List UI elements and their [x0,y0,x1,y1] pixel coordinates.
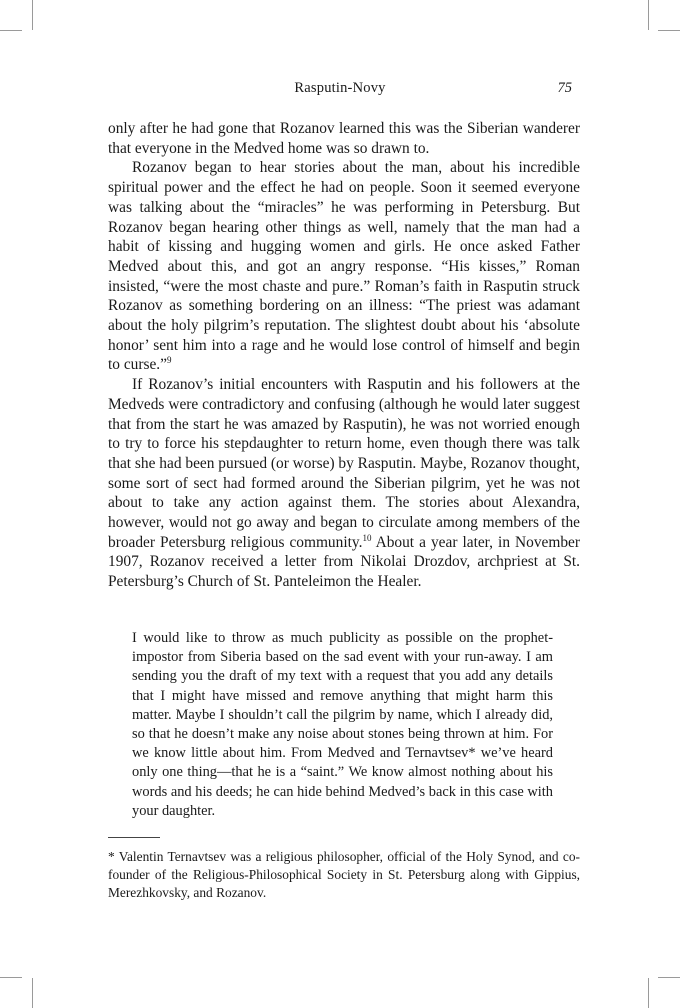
footnote [108,848,580,901]
crop-mark [658,977,680,978]
crop-mark [648,0,649,30]
paragraph [108,375,580,592]
paragraph: only after he had gone that Rozanov learned this was the Siberian wanderer that everyone in the Medved home was so drawn to. [108,120,580,157]
paragraph-text: About a year later, in November 1907, Rozanov received a letter from Nikolai Drozdov, archpriest at St. Petersburg’s Church of St. Panteleimon the Healer. [108,533,581,591]
footnote-rule [108,837,160,838]
crop-mark [32,978,33,1008]
page-number: 75 [557,80,572,96]
block-quote [132,629,553,821]
endnote-ref: 9 [166,355,172,366]
crop-mark [658,30,680,31]
crop-mark [0,30,22,31]
running-head-title: Rasputin-Novy [294,80,386,96]
crop-mark [32,0,33,30]
endnote-ref: 10 [362,532,372,543]
paragraph [108,158,580,375]
block-quote-text: I would like to throw as much publicity as possible on the prophet-impostor from Siberia based on the sad event with your run-away. I am sending you the draft of my text with a request that you add any details that I might have missed and remove anything that might harm this matter. Maybe I shouldn’t call the pilgrim by name, which I already did, so that he doesn’t make any noise about stones being thrown at him. For we know little about him. From Medved and Ternavtsev* we’ve heard only one thing—that he is a “saint.” We know almost nothing about his words and his deeds; he can hide behind Medved’s back in this case with your daughter. [132,630,553,819]
paragraph-text: If Rozanov’s initial encounters with Rasputin and his followers at the Medveds were contradictory and confusing (although he would later suggest that from the start he was amazed by Rasputin), he was not worried enough to try to force his stepdaughter to return home, even though there was talk that she had been pursued (or worse) by Rasputin. Maybe, Rozanov thought, some sort of sect had formed around the Siberian pilgrim, yet he was not about to take any action against them. The stories about Alexandra, however, would not go away and began to circulate among members of the broader Petersburg religious community. [108,376,580,551]
paragraph-text: Rozanov began to hear stories about the man, about his incredible spiritual power and the effect he had on people. Soon it seemed everyone was talking about the “miracles” he was performing in Petersburg. But Rozanov began hearing other things as well, namely that the man had a habit of kissing and hugging women and girls. He once asked Father Medved about this, and got an angry response. “His kisses,” Roman insisted, “were the most chaste and pure.” Roman’s faith in Rasputin struck Rozanov as something bordering on an illness: “The priest was adamant about the holy pilgrim’s reputation. The slightest doubt about his ‘absolute honor’ sent him into a rage and he would lose control of himself and begin to curse.” [108,159,580,374]
crop-mark [648,978,649,1008]
footnote-text: * Valentin Ternavtsev was a religious philosopher, official of the Holy Synod, and co-founder of the Religious-Philosophical Society in St. Petersburg along with Gippius, Merezhkovsky, and Rozanov. [108,849,580,900]
body-text [108,119,580,592]
crop-mark [0,977,22,978]
running-head [0,80,680,100]
